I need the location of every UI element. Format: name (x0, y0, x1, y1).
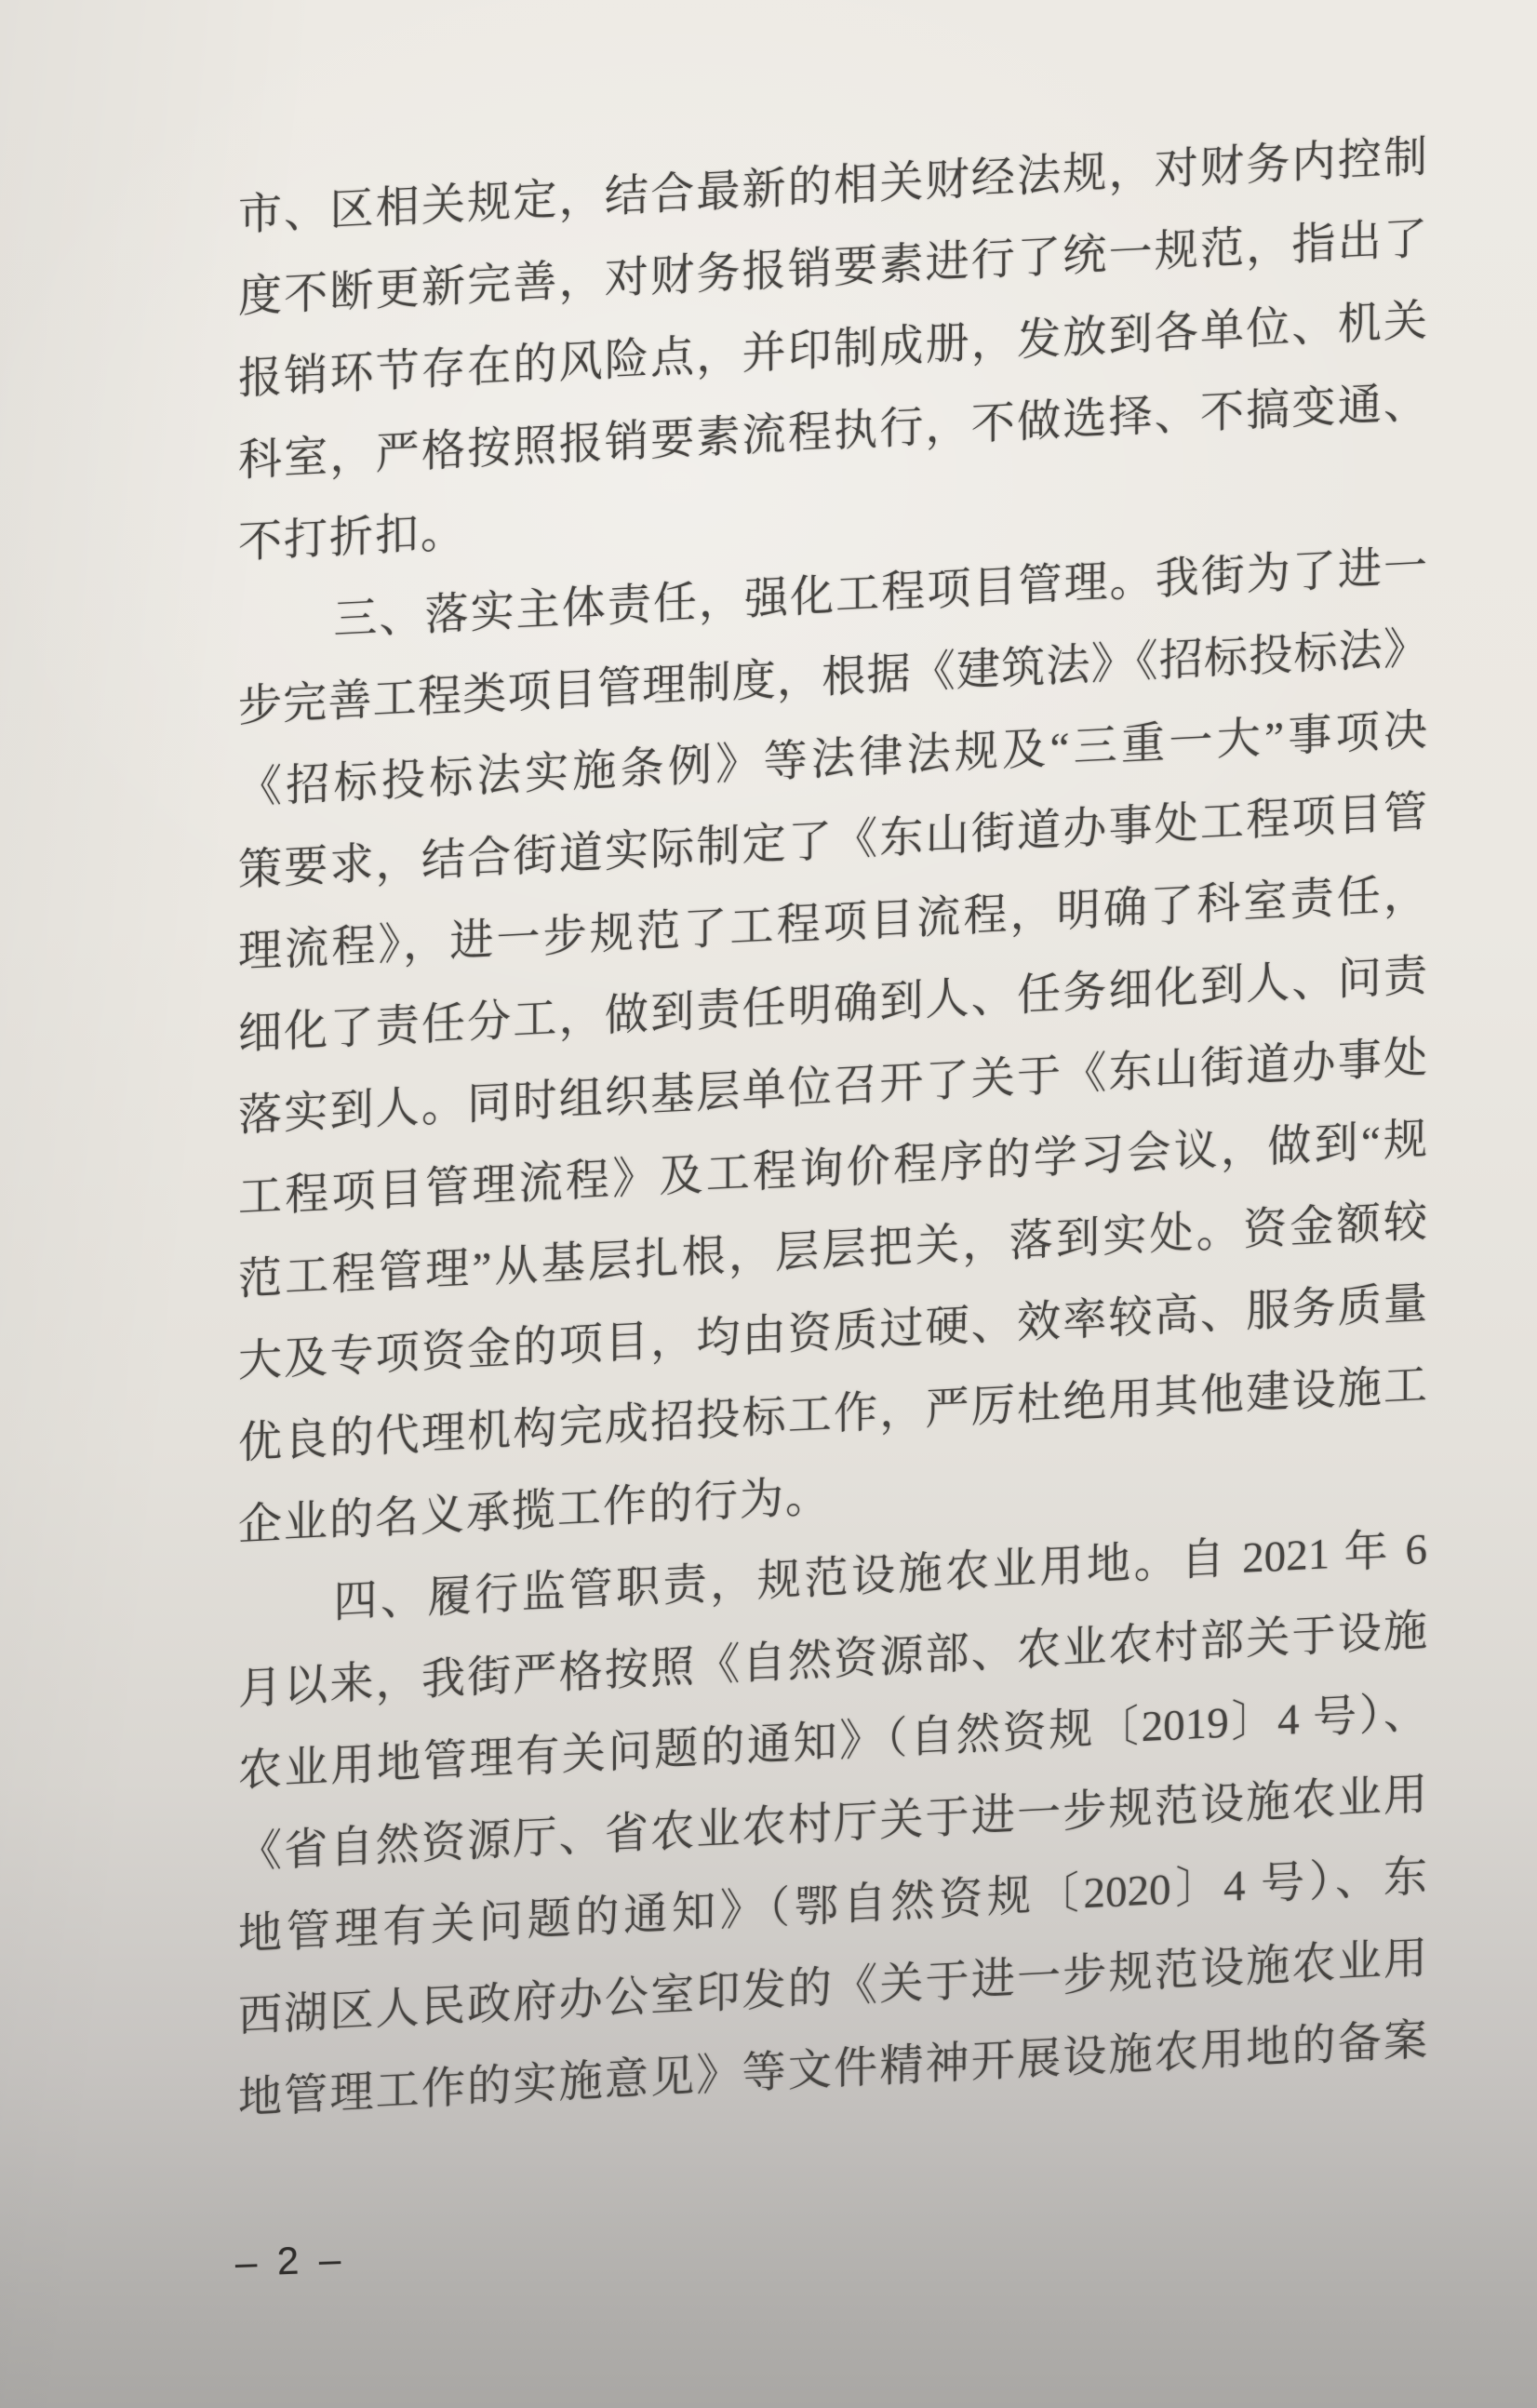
text-line: 细化了责任分工，做到责任明确到人、任务细化到人、问责 (238, 952, 1427, 1059)
text-line: 报销环节存在的风险点，并印制成册，发放到各单位、机关 (238, 297, 1427, 404)
text-line: 科室，严格按照报销要素流程执行，不做选择、不搞变通、 (238, 379, 1427, 486)
paragraph (238, 116, 1427, 584)
document-text (238, 116, 1427, 2140)
text-line: 范工程管理”从基层扎根，层层把关，落到实处。资金额较 (238, 1197, 1427, 1304)
text-line: 步完善工程类项目管理制度，根据《建筑法》《招标投标法》 (238, 624, 1427, 731)
text-line: 企业的名义承揽工作的行为。 (238, 1472, 831, 1550)
text-line: 落实到人。同时组织基层单位召开了关于《东山街道办事处 (238, 1034, 1427, 1141)
text-line: 《招标投标法实施条例》等法律法规及“三重一大”事项决 (238, 706, 1427, 813)
paragraph (238, 1508, 1427, 2140)
text-line: 优良的代理机构完成招投标工作，严厉杜绝用其他建设施工 (238, 1361, 1427, 1468)
text-line: 市、区相关规定，结合最新的相关财经法规，对财务内控制 (238, 133, 1427, 240)
text-line: 三、落实主体责任，强化工程项目管理。我街为了进一 (333, 542, 1427, 645)
text-line: 不打折扣。 (238, 507, 466, 568)
text-line: 地管理工作的实施意见》等文件精神开展设施农用地的备案 (238, 2016, 1427, 2123)
text-line: 策要求，结合街道实际制定了《东山街道办事处工程项目管 (238, 788, 1427, 895)
paragraph (238, 526, 1427, 1567)
text-line: 地管理有关问题的通知》（鄂自然资规〔2020〕4 号）、东 (238, 1853, 1427, 1960)
text-line: 理流程》，进一步规范了工程项目流程，明确了科室责任， (238, 870, 1427, 977)
text-line: 农业用地管理有关问题的通知》（自然资规〔2019〕4 号）、 (238, 1689, 1427, 1796)
text-line: 四、履行监管职责，规范设施农业用地。自 2021 年 6 (333, 1525, 1427, 1627)
text-line: 大及专项资金的项目，均由资质过硬、效率较高、服务质量 (238, 1279, 1427, 1386)
text-line: 《省自然资源厅、省农业农村厅关于进一步规范设施农业用 (238, 1771, 1427, 1878)
text-line: 月以来，我街严格按照《自然资源部、农业农村部关于设施 (238, 1607, 1427, 1714)
text-line: 西湖区人民政府办公室印发的《关于进一步规范设施农业用 (238, 1934, 1427, 2041)
page-number: – 2 – (234, 2236, 346, 2284)
text-line: 度不断更新完善，对财务报销要素进行了统一规范，指出了 (238, 215, 1427, 322)
text-line: 工程项目管理流程》及工程询价程序的学习会议，做到“规 (238, 1116, 1427, 1223)
